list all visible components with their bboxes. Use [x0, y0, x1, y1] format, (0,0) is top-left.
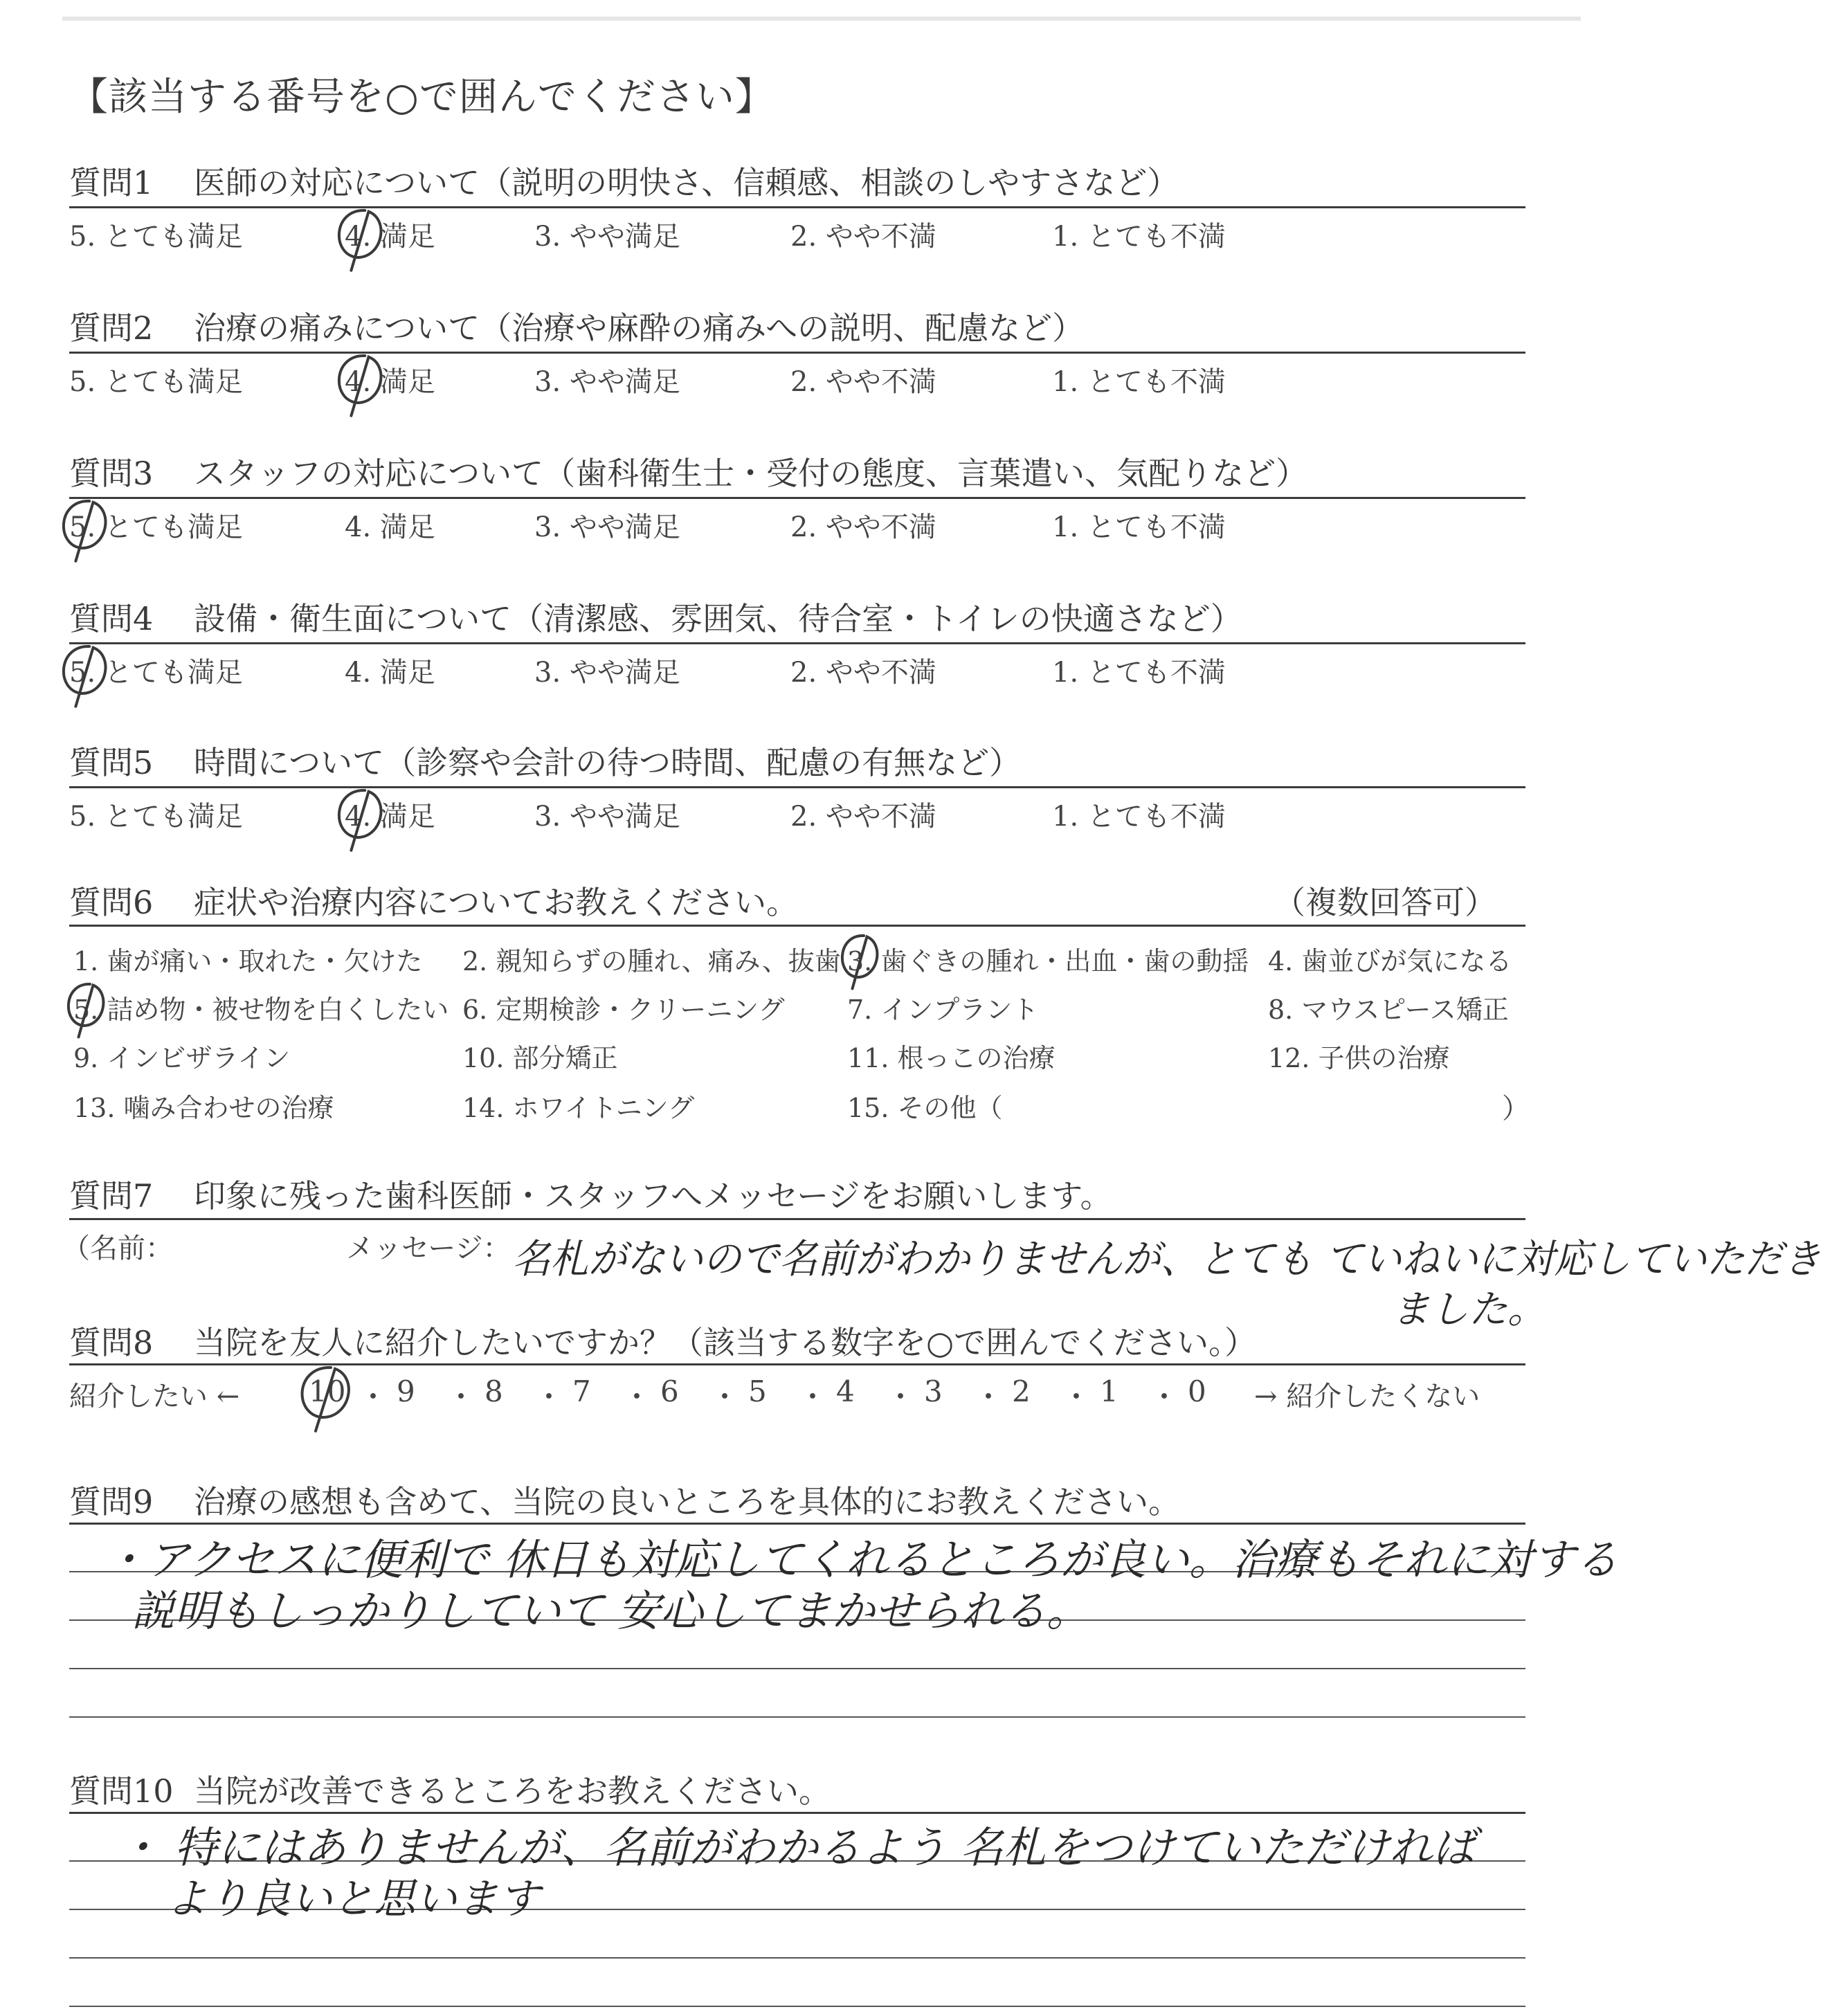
q7-text: 印象に残った歯科医師・スタッフへメッセージをお願いします。: [194, 1177, 1112, 1215]
q9-answer-line: [69, 1668, 1525, 1669]
q2-option-4[interactable]: 4. 満足: [345, 366, 435, 398]
q6-option-7[interactable]: 7. インプラント: [847, 995, 1039, 1025]
q6-option-11[interactable]: 11. 根っこの治療: [847, 1043, 1056, 1073]
q3-rule: [69, 497, 1525, 499]
q8-label: 質問8: [69, 1324, 154, 1361]
q1-option-1[interactable]: 1. とても不満: [1052, 221, 1226, 253]
q4-option-1[interactable]: 1. とても不満: [1052, 657, 1226, 689]
q1-option-5[interactable]: 5. とても満足: [69, 221, 243, 253]
q8-separator: ・: [359, 1380, 388, 1414]
q10-answer-line2: より良いと思います: [166, 1875, 540, 1923]
q1-option-2[interactable]: 2. やや不満: [790, 221, 936, 253]
q10-answer-line: [69, 2006, 1525, 2007]
q1-label: 質問1: [69, 164, 154, 201]
q9-answer-line1: ・アクセスに便利で 休日も対応してくれるところが良い。治療もそれに対する: [104, 1534, 1618, 1585]
q7-message-line2: ました。: [1391, 1287, 1546, 1332]
q5-option-1[interactable]: 1. とても不満: [1052, 801, 1226, 833]
q5-rule: [69, 786, 1525, 788]
q5-option-5[interactable]: 5. とても満足: [69, 801, 243, 833]
q3-text: スタッフの対応について（歯科衛生士・受付の態度、言葉遣い、気配りなど）: [194, 455, 1308, 492]
q10-answer-line1: ・ 特にはありませんが、名前がわかるよう 名札をつけていただければ: [118, 1822, 1476, 1873]
q9-text: 治療の感想も含めて、当院の良いところを具体的にお教えください。: [194, 1483, 1181, 1520]
q4-rule: [69, 642, 1525, 644]
q9-answer-line2: 説明もしっかりしていて 安心してまかせられる。: [132, 1586, 1089, 1636]
q6-rule: [69, 925, 1525, 927]
q8-scale-3[interactable]: 3: [924, 1374, 943, 1408]
q6-option-13[interactable]: 13. 噛み合わせの治療: [73, 1093, 334, 1123]
q8-left-label: 紹介したい ←: [69, 1381, 240, 1413]
q8-scale-0[interactable]: 0: [1188, 1374, 1206, 1408]
q1-text: 医師の対応について（説明の明快さ、信頼感、相談のしやすさなど）: [194, 164, 1179, 201]
q8-scale-4[interactable]: 4: [836, 1374, 855, 1408]
q8-separator: ・: [1150, 1380, 1179, 1414]
q7-rule: [69, 1218, 1525, 1220]
q6-option-8[interactable]: 8. マウスピース矯正: [1268, 995, 1509, 1025]
q6-option-6[interactable]: 6. 定期検診・クリーニング: [462, 995, 785, 1025]
q2-option-5[interactable]: 5. とても満足: [69, 366, 243, 398]
q6-other-close: ）: [1502, 1093, 1530, 1125]
q2-rule: [69, 352, 1525, 354]
q2-option-2[interactable]: 2. やや不満: [790, 366, 936, 398]
q2-option-3[interactable]: 3. やや満足: [534, 366, 680, 398]
q2-label: 質問2: [69, 309, 154, 347]
q3-option-2[interactable]: 2. やや不満: [790, 511, 936, 543]
q7-message-label: メッセージ：: [346, 1233, 511, 1264]
q4-option-3[interactable]: 3. やや満足: [534, 657, 680, 689]
q8-separator: ・: [446, 1380, 476, 1414]
top-edge: [62, 17, 1581, 21]
q8-scale-8[interactable]: 8: [484, 1374, 503, 1408]
q5-label: 質問5: [69, 744, 154, 781]
q4-text: 設備・衛生面について（清潔感、雰囲気、待合室・トイレの快適さなど）: [194, 600, 1242, 637]
q5-option-3[interactable]: 3. やや満足: [534, 801, 680, 833]
q2-text: 治療の痛みについて（治療や麻酔の痛みへの説明、配慮など）: [194, 309, 1085, 347]
q8-separator: ・: [1062, 1380, 1091, 1414]
q6-option-14[interactable]: 14. ホワイトニング: [462, 1093, 695, 1123]
q6-option-4[interactable]: 4. 歯並びが気になる: [1268, 946, 1512, 977]
q6-option-5[interactable]: 5. 詰め物・被せ物を白くしたい: [73, 995, 449, 1025]
q6-text: 症状や治療内容についてお教えください。: [194, 884, 799, 921]
q8-separator: ・: [974, 1380, 1004, 1414]
q6-option-1[interactable]: 1. 歯が痛い・取れた・欠けた: [73, 946, 423, 977]
q4-option-4[interactable]: 4. 満足: [345, 657, 435, 689]
q10-label: 質問10: [69, 1772, 174, 1810]
q3-option-4[interactable]: 4. 満足: [345, 511, 435, 543]
q7-name-label: （名前：: [62, 1233, 173, 1264]
q3-label: 質問3: [69, 455, 154, 492]
q2-option-1[interactable]: 1. とても不満: [1052, 366, 1226, 398]
q5-option-2[interactable]: 2. やや不満: [790, 801, 936, 833]
q6-option-9[interactable]: 9. インビザライン: [73, 1043, 291, 1073]
q4-option-2[interactable]: 2. やや不満: [790, 657, 936, 689]
q3-option-3[interactable]: 3. やや満足: [534, 511, 680, 543]
q9-label: 質問9: [69, 1483, 154, 1520]
q6-option-10[interactable]: 10. 部分矯正: [462, 1043, 618, 1073]
q6-option-2[interactable]: 2. 親知らずの腫れ、痛み、抜歯: [462, 946, 841, 977]
q3-option-5[interactable]: 5. とても満足: [69, 511, 243, 543]
q8-separator: ・: [710, 1380, 740, 1414]
q8-separator: ・: [534, 1380, 564, 1414]
q6-option-3[interactable]: 3. 歯ぐきの腫れ・出血・歯の動揺: [847, 946, 1249, 977]
q10-answer-line: [69, 1957, 1525, 1959]
q8-scale-1[interactable]: 1: [1100, 1374, 1118, 1408]
q6-option-15[interactable]: 15. その他（: [847, 1093, 1003, 1123]
q6-option-12[interactable]: 12. 子供の治療: [1268, 1043, 1450, 1073]
q1-rule: [69, 206, 1525, 208]
q8-scale-7[interactable]: 7: [572, 1374, 591, 1408]
q8-separator: ・: [622, 1380, 652, 1414]
q10-text: 当院が改善できるところをお教えください。: [194, 1772, 831, 1810]
q7-label: 質問7: [69, 1177, 154, 1215]
q3-option-1[interactable]: 1. とても不満: [1052, 511, 1226, 543]
q8-right-label: → 紹介したくない: [1254, 1381, 1480, 1413]
q1-option-4[interactable]: 4. 満足: [345, 221, 435, 253]
q8-separator: ・: [886, 1380, 916, 1414]
q8-separator: ・: [798, 1380, 828, 1414]
q4-option-5[interactable]: 5. とても満足: [69, 657, 243, 689]
q8-scale-2[interactable]: 2: [1012, 1374, 1031, 1408]
q9-rule: [69, 1523, 1525, 1525]
q5-option-4[interactable]: 4. 満足: [345, 801, 435, 833]
q8-rule: [69, 1363, 1525, 1365]
page-heading: 【該当する番号を○で囲んでください】: [69, 75, 774, 120]
q6-label: 質問6: [69, 884, 154, 921]
q8-scale-5[interactable]: 5: [748, 1374, 767, 1408]
q4-label: 質問4: [69, 600, 154, 637]
q7-message-line1: 名札がないので名前がわかりませんが、とても ていねいに対応していただき: [512, 1235, 1821, 1282]
q8-scale-9[interactable]: 9: [397, 1374, 415, 1408]
q5-text: 時間について（診察や会計の待つ時間、配慮の有無など）: [194, 744, 1022, 781]
q8-text: 当院を友人に紹介したいですか？（該当する数字を○で囲んでください。）: [194, 1324, 1257, 1361]
q8-scale-6[interactable]: 6: [660, 1374, 679, 1408]
q8-scale-10[interactable]: 10: [309, 1374, 346, 1408]
q1-option-3[interactable]: 3. やや満足: [534, 221, 680, 253]
q6-note: （複数回答可）: [1274, 884, 1496, 921]
q9-answer-line: [69, 1716, 1525, 1718]
